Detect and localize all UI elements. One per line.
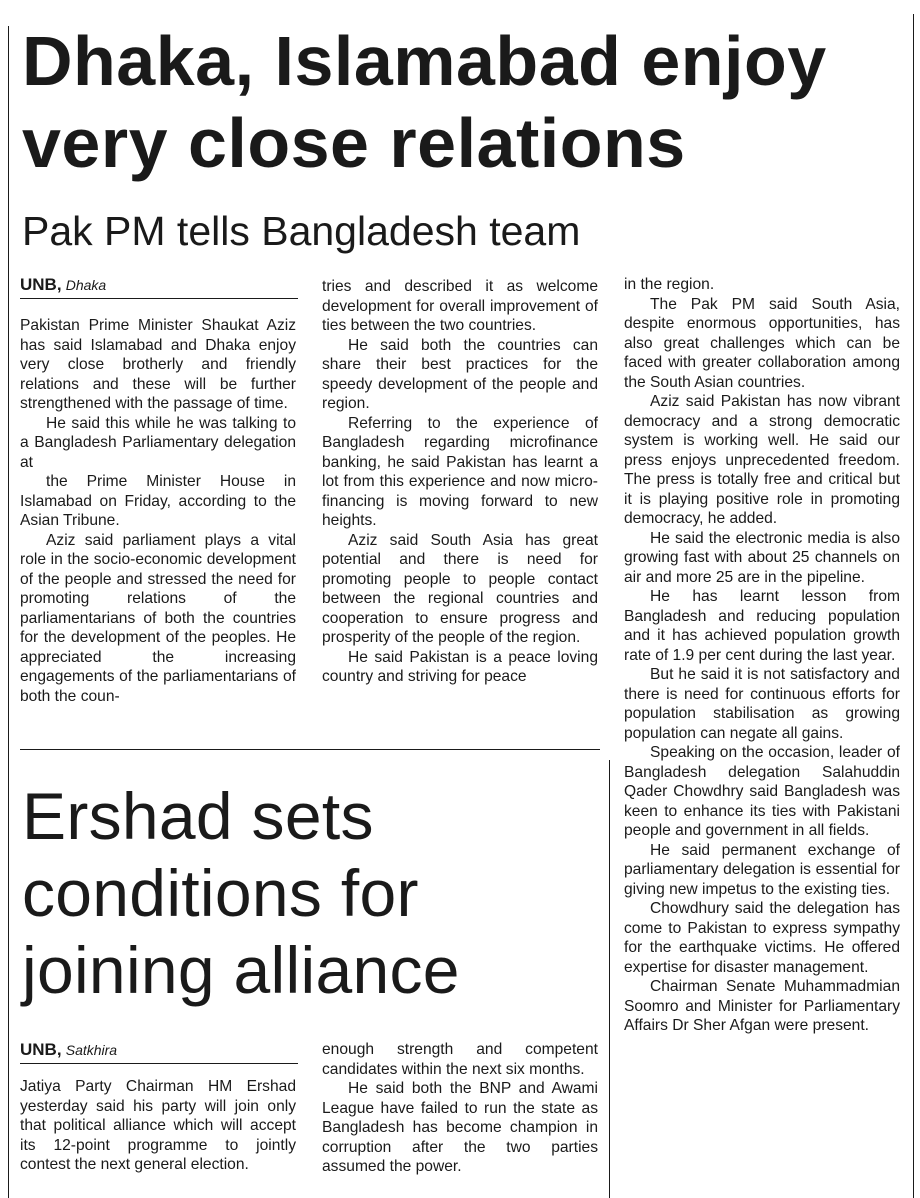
- paragraph: Jatiya Party Chairman HM Ershad yesterday said his party will join only that political alliance which will accept its 12-point programme to jointly contest the next general election.: [20, 1078, 296, 1173]
- article1-headline: [22, 20, 912, 184]
- article2-byline: [20, 1041, 117, 1060]
- paragraph: tries and described it as welcome development for overall improvement of ties between the two countries.: [322, 278, 598, 334]
- article1-column-3: [624, 275, 900, 1036]
- paragraph: He said permanent exchange of parliamentary delegation is essential for giving new impetus to the existing ties.: [624, 841, 900, 898]
- column-rule-article2: [609, 760, 610, 1198]
- paragraph: the Prime Minister House in Islamabad on Friday, according to the Asian Tribune.: [20, 473, 296, 529]
- paragraph: Chowdhury said the delegation has come to Pakistan to express sympathy for the earthquake victims. He offered expertise for disaster management.: [624, 900, 900, 976]
- paragraph: Aziz said Pakistan has now vibrant democracy and a strong democratic system is working well. He said our press enjoys unprecedented freedom. The press is totally free and critical but it is playing positive role in promoting democracy, he added.: [624, 393, 900, 527]
- article2-column-2: [322, 1040, 598, 1177]
- byline-source: UNB,: [20, 1040, 62, 1059]
- article1-byline: [20, 276, 106, 295]
- paragraph: The Pak PM said South Asia, despite enormous opportunities, has also great challenges which can be faced with greater collaboration among the South Asian countries.: [624, 295, 900, 391]
- article1-column-2: [322, 277, 598, 687]
- article1-deck: Pak PM tells Bangladesh team: [22, 208, 581, 254]
- paragraph: He said this while he was talking to a Bangladesh Parliamentary delegation at: [20, 414, 296, 471]
- paragraph: Aziz said South Asia has great potential and there is need for promoting people to people contact between the regional countries and cooperation to ensure progress and prosperity of the people of the region.: [322, 531, 598, 646]
- paragraph: He has learnt lesson from Bangladesh and reducing population and it has achieved population growth rate of 1.9 per cent during the last year.: [624, 588, 900, 664]
- paragraph: He said the electronic media is also growing fast with about 25 channels on air and more 25 are in the pipeline.: [624, 529, 900, 586]
- headline-line: joining alliance: [22, 933, 460, 1007]
- paragraph: But he said it is not satisfactory and there is need for continuous efforts for population stabilisation as growing population can negate all gains.: [624, 666, 900, 742]
- headline-line: conditions for: [22, 856, 419, 930]
- left-margin-rule: [8, 26, 9, 1198]
- byline-source: UNB,: [20, 275, 62, 294]
- byline-location: Dhaka: [65, 277, 107, 293]
- right-margin-rule: [913, 14, 914, 1198]
- byline-rule-article1: [20, 298, 298, 299]
- paragraph: He said Pakistan is a peace loving country and striving for peace: [322, 648, 598, 685]
- byline-rule-article2: [20, 1063, 298, 1064]
- paragraph: He said both the BNP and Awami League have failed to run the state as Bangladesh has become champion in corruption after the two parties assumed the power.: [322, 1080, 598, 1175]
- paragraph: Speaking on the occasion, leader of Bangladesh delegation Salahuddin Qader Chowdhry said Bangladesh was keen to enhance its ties with Pakistani people and government in all fields.: [624, 744, 900, 839]
- article1-column-1: [20, 316, 296, 706]
- paragraph: Referring to the experience of Bangladesh regarding microfinance banking, he said Pakistan has learnt a lot from this experience and now micro-financing is moving forward to new heights.: [322, 414, 598, 529]
- headline-line: Dhaka, Islamabad enjoy: [22, 22, 827, 100]
- paragraph: enough strength and competent candidates within the next six months.: [322, 1041, 598, 1078]
- article2-headline: [22, 778, 582, 1009]
- article-separator-rule: [20, 749, 600, 750]
- paragraph: Pakistan Prime Minister Shaukat Aziz has said Islamabad and Dhaka enjoy very close brotherly and friendly relations and these will be further strengthened with the passage of time.: [20, 317, 296, 412]
- article2-column-1: [20, 1077, 296, 1175]
- paragraph: He said both the countries can share their best practices for the speedy development of the people and region.: [322, 336, 598, 412]
- paragraph: in the region.: [624, 276, 715, 293]
- paragraph: Chairman Senate Muhammadmian Soomro and Minister for Parliamentary Affairs Dr Sher Afgan were present.: [624, 978, 900, 1034]
- byline-location: Satkhira: [65, 1042, 118, 1058]
- paragraph: Aziz said parliament plays a vital role in the socio-economic development of the people and stressed the need for promoting relations of the parliamentarians of both the countries for the development of the peoples. He appreciated the increasing engagements of the parliamentarians of both the coun-: [20, 531, 296, 705]
- headline-line: very close relations: [22, 104, 686, 182]
- headline-line: Ershad sets: [22, 779, 374, 853]
